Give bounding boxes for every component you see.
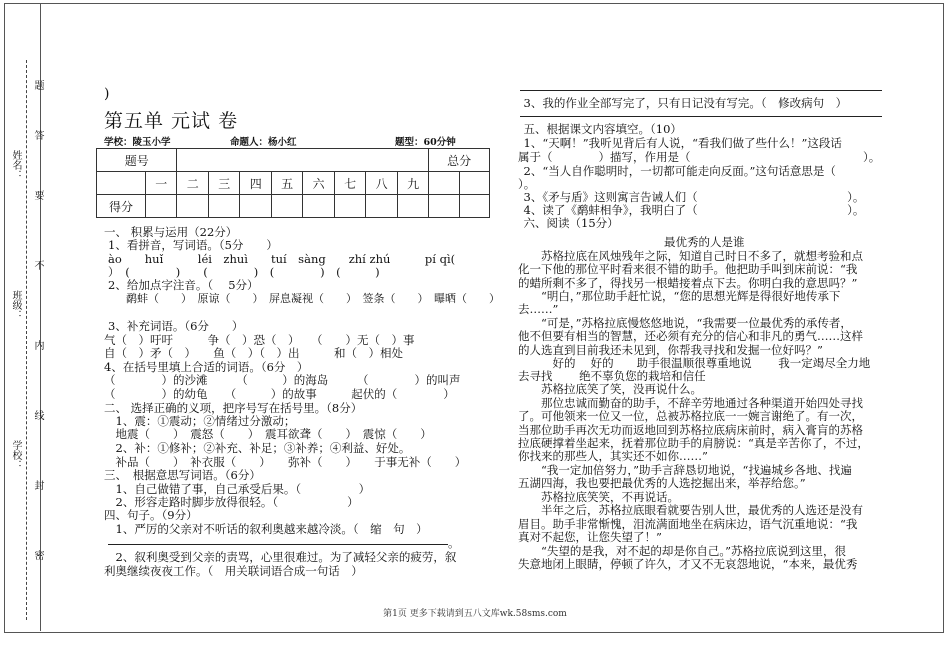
right-line: 的蜡所剩不多了，得找另一根蜡接着点下去。你明白我的意思吗？” — [518, 276, 858, 290]
left-line: 地震（ ） 震怒（ ） 震耳欲聋（ ） 震惊（ ） — [104, 427, 432, 441]
reading-title: 最优秀的人是谁 — [664, 235, 745, 249]
right-line: 半年之后，苏格拉底眼看就要告别人世，最优秀的人选还是没有 — [518, 503, 863, 517]
answer-line — [520, 116, 882, 117]
left-line: （ ）的幼龟 （ ）的故事 起伏的（ ） — [104, 387, 455, 401]
right-line: 3、《矛与盾》这则寓言告诫人们（ ）。 — [512, 190, 865, 204]
left-line: ） ( ) ( ) ( ) ( ) — [108, 265, 380, 279]
left-line: 补品（ ） 补衣服（ ） 弥补（ ） 于事无补（ ） — [104, 455, 467, 469]
left-line: 2、给加点字注音。（ 5分） — [108, 278, 259, 292]
right-line: 4、读了《鹬蚌相争》，我明白了（ ）。 — [512, 203, 865, 217]
right-line: 那位忠诚而勤奋的助手，不辞辛劳地通过各种渠道开始四处寻找 — [518, 396, 863, 410]
score-col-8: 八 — [366, 172, 397, 195]
left-line: （ ）的沙滩 （ ）的海岛 （ ）的叫声 — [104, 373, 461, 387]
right-line: 眉目。助手非常惭愧，泪流满面地坐在病床边，语气沉重地说：“我 — [518, 517, 858, 531]
right-line: 了。可他领来一位又一位，总被苏格拉底一一婉言谢绝了。有一次， — [518, 409, 863, 423]
right-line: 3、我的作业全部写完了，只有日记没有写完。（ 修改病句 ） — [512, 96, 848, 110]
duration-info: 题型：60分钟 — [395, 137, 456, 148]
left-line: 气（ ）吁吁 争（ ）恐（ ） （ ）无（ ）事 — [104, 333, 415, 347]
left-line: 1、自己做错了事，自己承受后果。（ ） — [104, 482, 371, 496]
right-line: “我一定加倍努力，”助手言辞恳切地说，“找遍城乡各地、找遍 — [518, 463, 852, 477]
score-row-label: 得分 — [97, 195, 146, 218]
seal-char: 线 — [32, 410, 43, 420]
score-col-1: 一 — [146, 172, 177, 195]
left-line: 。 — [448, 536, 460, 550]
left-line: 1、严厉的父亲对不听话的叙利奥越来越冷淡。（ 缩 句 ） — [104, 522, 428, 536]
right-line: 六、阅读（15分） — [512, 216, 619, 230]
right-line: 苏格拉底笑笑，不再说话。 — [518, 490, 679, 504]
right-line: “明白，”那位助手赶忙说，“您的思想光辉是得很好地传承下 — [518, 289, 841, 303]
binding-class-label: 班级： — [10, 290, 21, 320]
seal-char: 答 — [32, 130, 43, 140]
left-line: 2、补：①修补；②补充、补足；③补养；④利益、好处。 — [104, 441, 411, 455]
score-col-7: 七 — [334, 172, 365, 195]
answer-line — [108, 544, 448, 545]
right-line: ）。 — [518, 177, 536, 191]
right-line: 的人选直到目前我还未见到，你帮我寻找和发掘一位好吗？” — [518, 343, 823, 357]
seal-line — [26, 60, 27, 620]
left-line: 3、补充词语。（6分 ） — [108, 319, 244, 333]
score-col-5: 五 — [271, 172, 302, 195]
score-col-6: 六 — [303, 172, 334, 195]
score-col-9: 九 — [397, 172, 428, 195]
left-line: 4、在括号里填上合适的词语。（6分 ） — [104, 360, 309, 374]
stray-paren: ) — [104, 86, 110, 102]
right-line: 失意地闭上眼睛，停顿了许久，才又不无哀怨地说，“本来，最优秀 — [518, 557, 858, 571]
left-line: 利奥继续夜夜工作。（ 用关联词语合成一句话 ） — [104, 564, 363, 578]
score-col-3: 三 — [208, 172, 239, 195]
left-line: 二、 选择正确的义项，把序号写在括号里。（8分） — [104, 401, 363, 415]
school-info: 学校：陵玉小学 — [104, 137, 171, 148]
exam-title: 第五单 元试 卷 — [104, 110, 239, 132]
right-line: 苏格拉底在风烛残年之际，知道自己时日不多了，就想考验和点 — [518, 249, 863, 263]
left-line: 2、叙利奥受到父亲的责骂，心里很难过。为了减轻父亲的疲劳，叙 — [104, 550, 457, 564]
seal-char: 题 — [32, 80, 43, 90]
left-line: 四、句子。（9分） — [104, 508, 198, 522]
left-line: 鹬蚌（ ） 原谅（ ） 屏息凝视（ ） 签条（ ） 曝晒（ ） — [104, 292, 500, 305]
left-line: 1、看拼音，写词语。（5分 ） — [108, 238, 278, 252]
binding-name-label: 姓名： — [10, 150, 21, 180]
right-line: 当那位助手再次无功而返地回到苏格拉底病床前时，病入膏肓的苏格 — [518, 423, 863, 437]
left-line: 2、形容走路时脚步放得很轻。（ ） — [104, 495, 359, 509]
right-line: 去寻找 绝不辜负您的栽培和信任 — [518, 369, 706, 383]
right-line: 真对不起您，让您失望了！” — [518, 530, 662, 544]
right-line: 五、根据课文内容填空。（10） — [512, 122, 682, 136]
author-info: 命题人：杨小红 — [230, 137, 297, 148]
right-line: 1、“天啊！”我听见背后有人说，“看我们做了些什么！”这段话 — [512, 136, 842, 150]
seal-char: 密 — [32, 550, 43, 560]
left-line: ào huǐ léi zhuì tuí sàng zhí zhú pí qì( — [108, 252, 456, 266]
binding-school-label: 学校： — [10, 440, 21, 470]
page-footer: 第1页 更多下载请到五八文库wk.58sms.com — [383, 609, 567, 619]
right-line: “可是，”苏格拉底慢悠悠地说，“我需要一位最优秀的承传者， — [518, 316, 852, 330]
left-line: 一、 积累与运用（22分） — [104, 225, 238, 239]
right-line: 苏格拉底笑了笑，没再说什么。 — [518, 382, 702, 396]
score-table — [96, 148, 490, 218]
score-col-2: 二 — [177, 172, 208, 195]
right-line: 拉底硬撑着坐起来，抚着那位助手的肩膀说：“真是辛苦你了，不过， — [518, 436, 869, 450]
seal-char: 内 — [32, 340, 43, 350]
right-line: 好的 好的 助手很温顺很尊重地说 我一定竭尽全力地 — [518, 356, 871, 370]
score-table-total: 总分 — [429, 149, 490, 172]
right-line: 你找来的那些人，其实还不如你……” — [518, 449, 708, 463]
score-table-header: 题号 — [97, 149, 177, 172]
right-line: 五湖四海，我也要把最优秀的人选挖掘出来，举荐给您。” — [518, 476, 806, 490]
seal-char: 封 — [32, 480, 43, 490]
right-line: 他不但要有相当的智慧，还必须有充分的信心和非凡的勇气……这样 — [518, 329, 863, 343]
seal-char: 要 — [32, 190, 43, 200]
right-line: 化一下他的那位平时看来很不错的助手。他把助手叫到床前说：“我 — [518, 262, 858, 276]
left-line: 三、 根据意思写词语。（6分） — [104, 468, 261, 482]
right-line: 2、“当人自作聪明时，一切都可能走向反面。”这句话意思是（ — [512, 164, 836, 178]
left-line: 1、震：①震动；②情绪过分激动； — [104, 414, 296, 428]
right-line: 属于（ ）描写，作用是（ ）。 — [518, 150, 881, 164]
score-col-4: 四 — [240, 172, 271, 195]
right-line: 去……” — [518, 302, 559, 316]
answer-line — [520, 90, 882, 91]
right-line: “失望的是我，对不起的却是你自己。”苏格拉底说到这里，很 — [518, 544, 847, 558]
seal-char: 不 — [32, 260, 43, 270]
left-line: 自（ ）矛（ ） 鱼（ ）（ ）出 和（ ）相处 — [104, 346, 403, 360]
